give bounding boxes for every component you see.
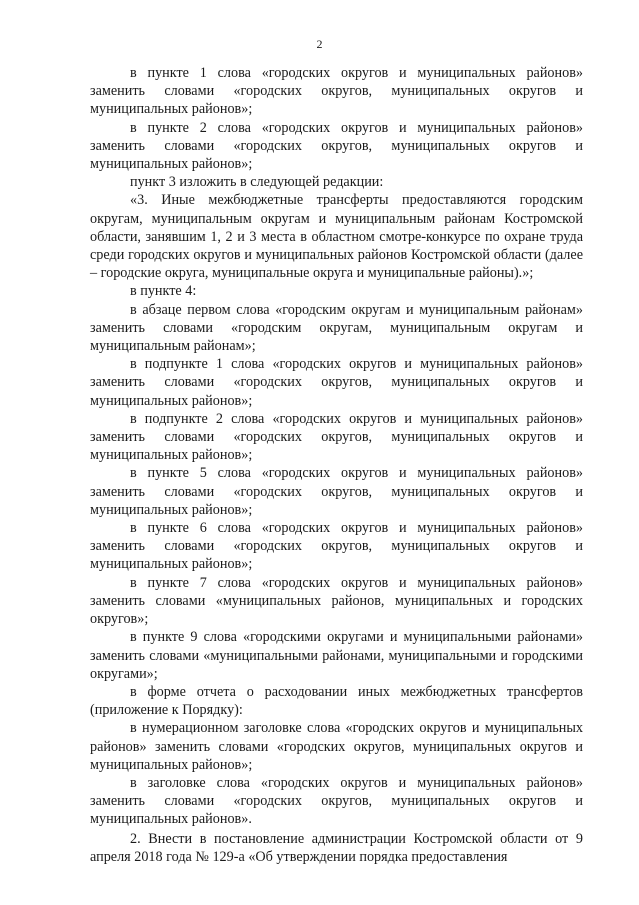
paragraph-clause-3-intro: пункт 3 изложить в следующей редакции: <box>130 174 384 191</box>
paragraph-clause-7: в пункте 7 слова «городских округов и муниципальных районов» заменить словами «муниципальных районов, муниципальных и городских округов»; <box>90 574 583 628</box>
paragraph-clause-2: в пункте 2 слова «городских округов и муниципальных районов» заменить словами «городских округов, муниципальных округов и муниципальных районов»; <box>90 119 583 173</box>
paragraph-clause-1: в пункте 1 слова «городских округов и муниципальных районов» заменить словами «городских округов, муниципальных округов и муниципальных районов»; <box>90 65 583 118</box>
page-number: 2 <box>316 37 323 51</box>
document-body <box>90 64 583 866</box>
paragraph-clause-4-first: в абзаце первом слова «городским округам и муниципальным районам» заменить словами «городским округам, муниципальным округам и муниципальным районам»; <box>90 301 583 355</box>
paragraph-clause-6: в пункте 6 слова «городских округов и муниципальных районов» заменить словами «городских округов, муниципальных округов и муниципальных районов»; <box>90 520 583 573</box>
paragraph-subclause-2: в подпункте 2 слова «городских округов и муниципальных районов» заменить словами «городских округов, муниципальных округов и муниципальных районов»; <box>90 410 583 464</box>
paragraph-numbered-heading: в нумерационном заголовке слова «городских округов и муниципальных районов» заменить словами «городских округов, муниципальных округов и муниципальных районов»; <box>90 720 583 773</box>
paragraph-clause-3-text: «3. Иные межбюджетные трансферты предоставляются городским округам, муниципальным округам и муниципальным районам Костромской области, занявшим 1, 2 и 3 места в областном смотре-конкурсе по охране труда среди городских округов и муниципальных районов Костромской области (далее – городские округа, муниципальные округа и муниципальные районы).»; <box>90 192 583 282</box>
paragraph-section-2: 2. Внести в постановление администрации Костромской области от 9 апреля 2018 года № 129-а «Об утверждении порядка предоставления <box>90 830 583 865</box>
paragraph-heading: в заголовке слова «городских округов и муниципальных районов» заменить словами «городских округов, муниципальных округов и муниципальных районов». <box>90 774 583 828</box>
paragraph-clause-9: в пункте 9 слова «городскими округами и муниципальными районами» заменить словами «муниципальными районами, муниципальными и городскими округами»; <box>90 629 583 682</box>
paragraph-clause-4-intro: в пункте 4: <box>130 283 197 300</box>
paragraph-report-form: в форме отчета о расходовании иных межбюджетных трансфертов (приложение к Порядку): <box>90 683 583 719</box>
paragraph-subclause-1: в подпункте 1 слова «городских округов и муниципальных районов» заменить словами «городских округов, муниципальных округов и муниципальных районов»; <box>90 356 583 409</box>
paragraph-clause-5: в пункте 5 слова «городских округов и муниципальных районов» заменить словами «городских округов, муниципальных округов и муниципальных районов»; <box>90 465 583 518</box>
